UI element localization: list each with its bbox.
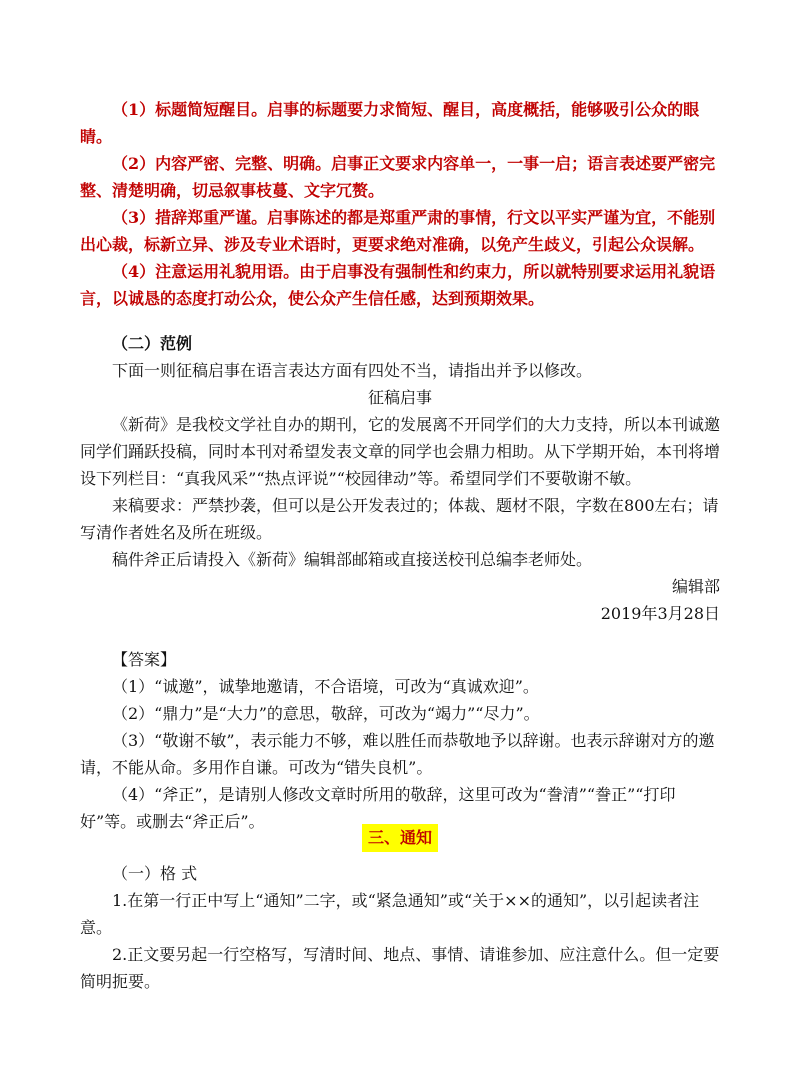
example-prompt: 下面一则征稿启事在语言表达方面有四处不当，请指出并予以修改。: [112, 361, 593, 380]
example-section: [80, 330, 720, 627]
principle-1-text: 标题简短醒目。启事的标题要力求简短、醒目，高度概括，能够吸引公众的眼睛。: [80, 100, 700, 146]
section-3: [80, 824, 720, 995]
principle-1-label: （1）: [112, 100, 156, 119]
format-item-1: 1.在第一行正中写上“通知”二字，或“紧急通知”或“关于××的通知”，以引起读者注意。: [80, 891, 700, 937]
notice-body-2: 来稿要求：严禁抄袭，但可以是公开发表过的；体裁、题材不限，字数在800左右；请写清作者姓名及所在班级。: [80, 496, 719, 542]
section-3-title: 三、通知: [362, 824, 438, 852]
notice-title: 征稿启事: [367, 388, 432, 407]
principle-4: [80, 258, 720, 312]
answer-item-4: （4）“斧正”，是请别人修改文章时所用的敬辞，这里可改为“誊清”“誊正”“打印好”等。或删去“斧正后”。: [80, 785, 676, 831]
notice-body-1: 《新荷》是我校文学社自办的期刊，它的发展离不开同学们的大力支持，所以本刊诚邀同学们踊跃投稿，同时本刊对希望发表文章的同学也会鼎力相助。从下学期开始，本刊将增设下列栏目：“真我风采”“热点评说”“校园律动”等。希望同学们不要敬谢不敏。: [80, 415, 721, 488]
answer-item-3: （3）“敬谢不敏”，表示能力不够，难以胜任而恭敬地予以辞谢。也表示辞谢对方的邀请，不能从命。多用作自谦。可改为“错失良机”。: [80, 731, 715, 777]
principles-section: [80, 96, 720, 312]
section-3-title-wrap: [80, 824, 720, 852]
principle-4-text: 注意运用礼貌用语。由于启事没有强制性和约束力，所以就特别要求运用礼貌语言，以诚恳的态度打动公众，使公众产生信任感，达到预期效果。: [80, 262, 716, 308]
answer-item-2: （2）“鼎力”是“大力”的意思，敬辞，可改为“竭力”“尽力”。: [112, 704, 540, 723]
principle-2: [80, 150, 720, 204]
principle-3-text: 措辞郑重严谨。启事陈述的都是郑重严肃的事情，行文以平实严谨为宜，不能别出心裁，标新立异、涉及专业术语时，更要求绝对准确，以免产生歧义，引起公众误解。: [80, 208, 716, 254]
principle-2-text: 内容严密、完整、明确。启事正文要求内容单一，一事一启；语言表述要严密完整、清楚明确，切忌叙事枝蔓、文字冗赘。: [80, 154, 716, 200]
example-heading: （二）范例: [112, 334, 193, 353]
format-heading: （一）格 式: [112, 864, 198, 883]
notice-date: 2019年3月28日: [600, 604, 720, 623]
notice-signature: 编辑部: [671, 577, 720, 596]
principle-3-label: （3）: [112, 208, 156, 227]
principle-1: [80, 96, 720, 150]
principle-3: [80, 204, 720, 258]
answer-heading: 【答案】: [112, 650, 177, 669]
answer-section: [80, 646, 720, 835]
answer-item-1: （1）“诚邀”，诚挚地邀请，不合语境，可改为“真诚欢迎”。: [112, 677, 539, 696]
principle-4-label: （4）: [112, 262, 156, 281]
notice-body-3: 稿件斧正后请投入《新荷》编辑部邮箱或直接送校刊总编李老师处。: [112, 550, 593, 569]
format-item-2: 2.正文要另起一行空格写，写清时间、地点、事情、请谁参加、应注意什么。但一定要简明扼要。: [80, 945, 720, 991]
principle-2-label: （2）: [112, 154, 156, 173]
